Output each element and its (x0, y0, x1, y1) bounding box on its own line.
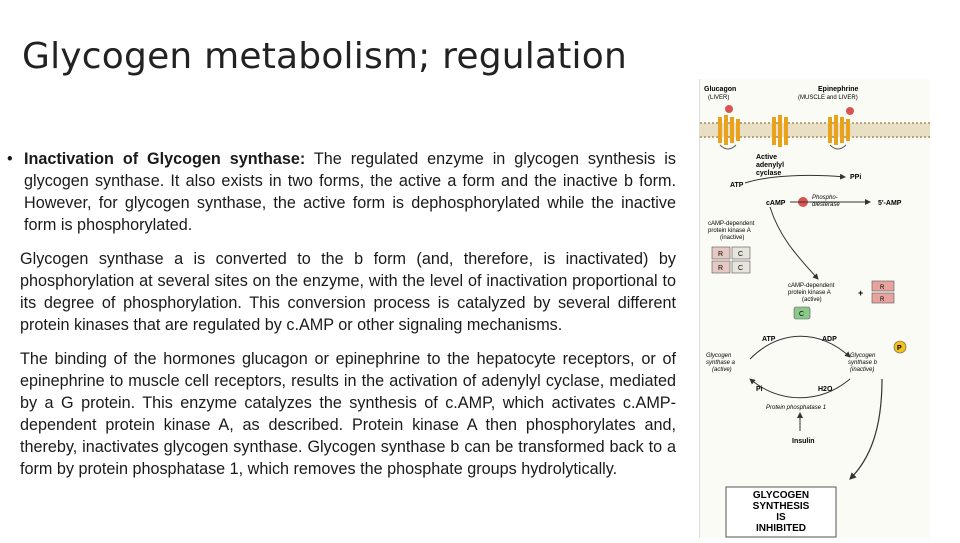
pka-holoenzyme-icon (712, 247, 750, 273)
epinephrine-label: Epinephrine (818, 86, 859, 93)
bullet-paragraph (7, 148, 677, 236)
glucagon-label: Glucagon (704, 86, 737, 93)
c-label-3: C (799, 311, 805, 318)
cell-membrane (700, 123, 930, 137)
h2o-label: H2O (818, 386, 833, 393)
five-amp-label: 5'-AMP (878, 200, 902, 207)
pka-active-label-3: (active) (802, 297, 822, 303)
outcome-line-2: SYNTHESIS (752, 501, 810, 512)
phosphate-label: P (897, 345, 902, 352)
c-label-1: C (738, 251, 744, 258)
gs-a-label-2: synthase a (706, 360, 736, 366)
bullet-text: The regulated enzyme in glycogen synthesis is glycogen synthase. It also exists in two forms, the active a form and the inactive b form. However, for glycogen synthase, the active form is dephosphorylated while the inactive form is phosphorylated. (24, 150, 677, 234)
outcome-line-3: IS (776, 512, 786, 523)
glucagon-sub-label: (LIVER) (708, 95, 730, 101)
pka-inactive-label-1: cAMP-dependent (708, 221, 755, 227)
pathway-diagram (700, 79, 930, 538)
r-label-2: R (718, 265, 724, 272)
pde-label-2: diesterase (812, 202, 840, 208)
epinephrine-icon (846, 107, 854, 115)
plus-label: + (858, 288, 864, 298)
gs-b-label-1: Glycogen (850, 353, 876, 359)
epinephrine-sub-label: (MUSCLE and LIVER) (798, 95, 858, 101)
catalytic-subunit-icon (794, 307, 810, 319)
gs-a-label-3: (active) (712, 367, 732, 373)
text-column (7, 148, 677, 492)
regulatory-subunits-icon (872, 281, 894, 303)
page-title: Glycogen metabolism; regulation (22, 36, 627, 77)
pp1-label: Protein phosphatase 1 (766, 405, 827, 411)
atp-label-1: ATP (730, 182, 744, 189)
gs-a-label-1: Glycogen (706, 353, 732, 359)
adenylyl-label-2: adenylyl (756, 162, 785, 169)
bullet-lead: Inactivation of Glycogen synthase: (24, 150, 306, 168)
bullet-icon: • (7, 150, 13, 168)
camp-label: cAMP (766, 200, 786, 207)
insulin-label: Insulin (792, 438, 815, 445)
ppi-label: PPi (850, 174, 862, 181)
adp-label: ADP (822, 336, 837, 343)
paragraph-1: Glycogen synthase a is converted to the b form (and, therefore, is inactivated) by phosphorylation at several sites on the enzyme, with the level of inactivation proportional to its degree of phosphorylation. This conversion process is catalyzed by several different protein kinases that are regulated by c.AMP or other signaling mechanisms. (20, 250, 676, 334)
pka-active-label-2: protein kinase A (788, 290, 831, 296)
paragraph-2: The binding of the hormones glucagon or epinephrine to the hepatocyte receptors, or of epinephrine to muscle cell receptors, results in the activation of adenylyl cyclase, mediated by a G protein. This enzyme catalyzes the synthesis of c.AMP, which activates c.AMP-dependent protein kinase A, as described. Protein kinase A then phosphorylates and, thereby, inactivates glycogen synthase. Glycogen synthase b can be transformed back to a form by protein phosphatase 1, which removes the phosphate groups hydrolytically. (20, 350, 676, 478)
gs-b-label-3: (inactive) (850, 367, 875, 373)
adenylyl-cyclase-icon (772, 115, 788, 147)
bullet-body (24, 148, 676, 236)
regulation-figure (699, 79, 930, 538)
adenylyl-label-3: cyclase (756, 170, 782, 177)
pka-inactive-label-2: protein kinase A (708, 228, 751, 234)
pka-active-label-1: cAMP-dependent (788, 283, 835, 289)
glucagon-icon (725, 105, 733, 113)
gs-b-label-2: synthase b (848, 360, 878, 366)
atp-label-2: ATP (762, 336, 776, 343)
pi-label: Pi (756, 386, 763, 393)
c-label-2: C (738, 265, 744, 272)
pde-label-1: Phospho- (812, 195, 838, 201)
outcome-line-4: INHIBITED (756, 523, 806, 534)
adenylyl-label-1: Active (756, 154, 778, 161)
outcome-line-1: GLYCOGEN (752, 490, 810, 501)
r-label-4: R (880, 297, 885, 303)
r-label-1: R (718, 251, 724, 258)
pka-inactive-label-3: (inactive) (720, 235, 745, 241)
r-label-3: R (880, 285, 885, 291)
